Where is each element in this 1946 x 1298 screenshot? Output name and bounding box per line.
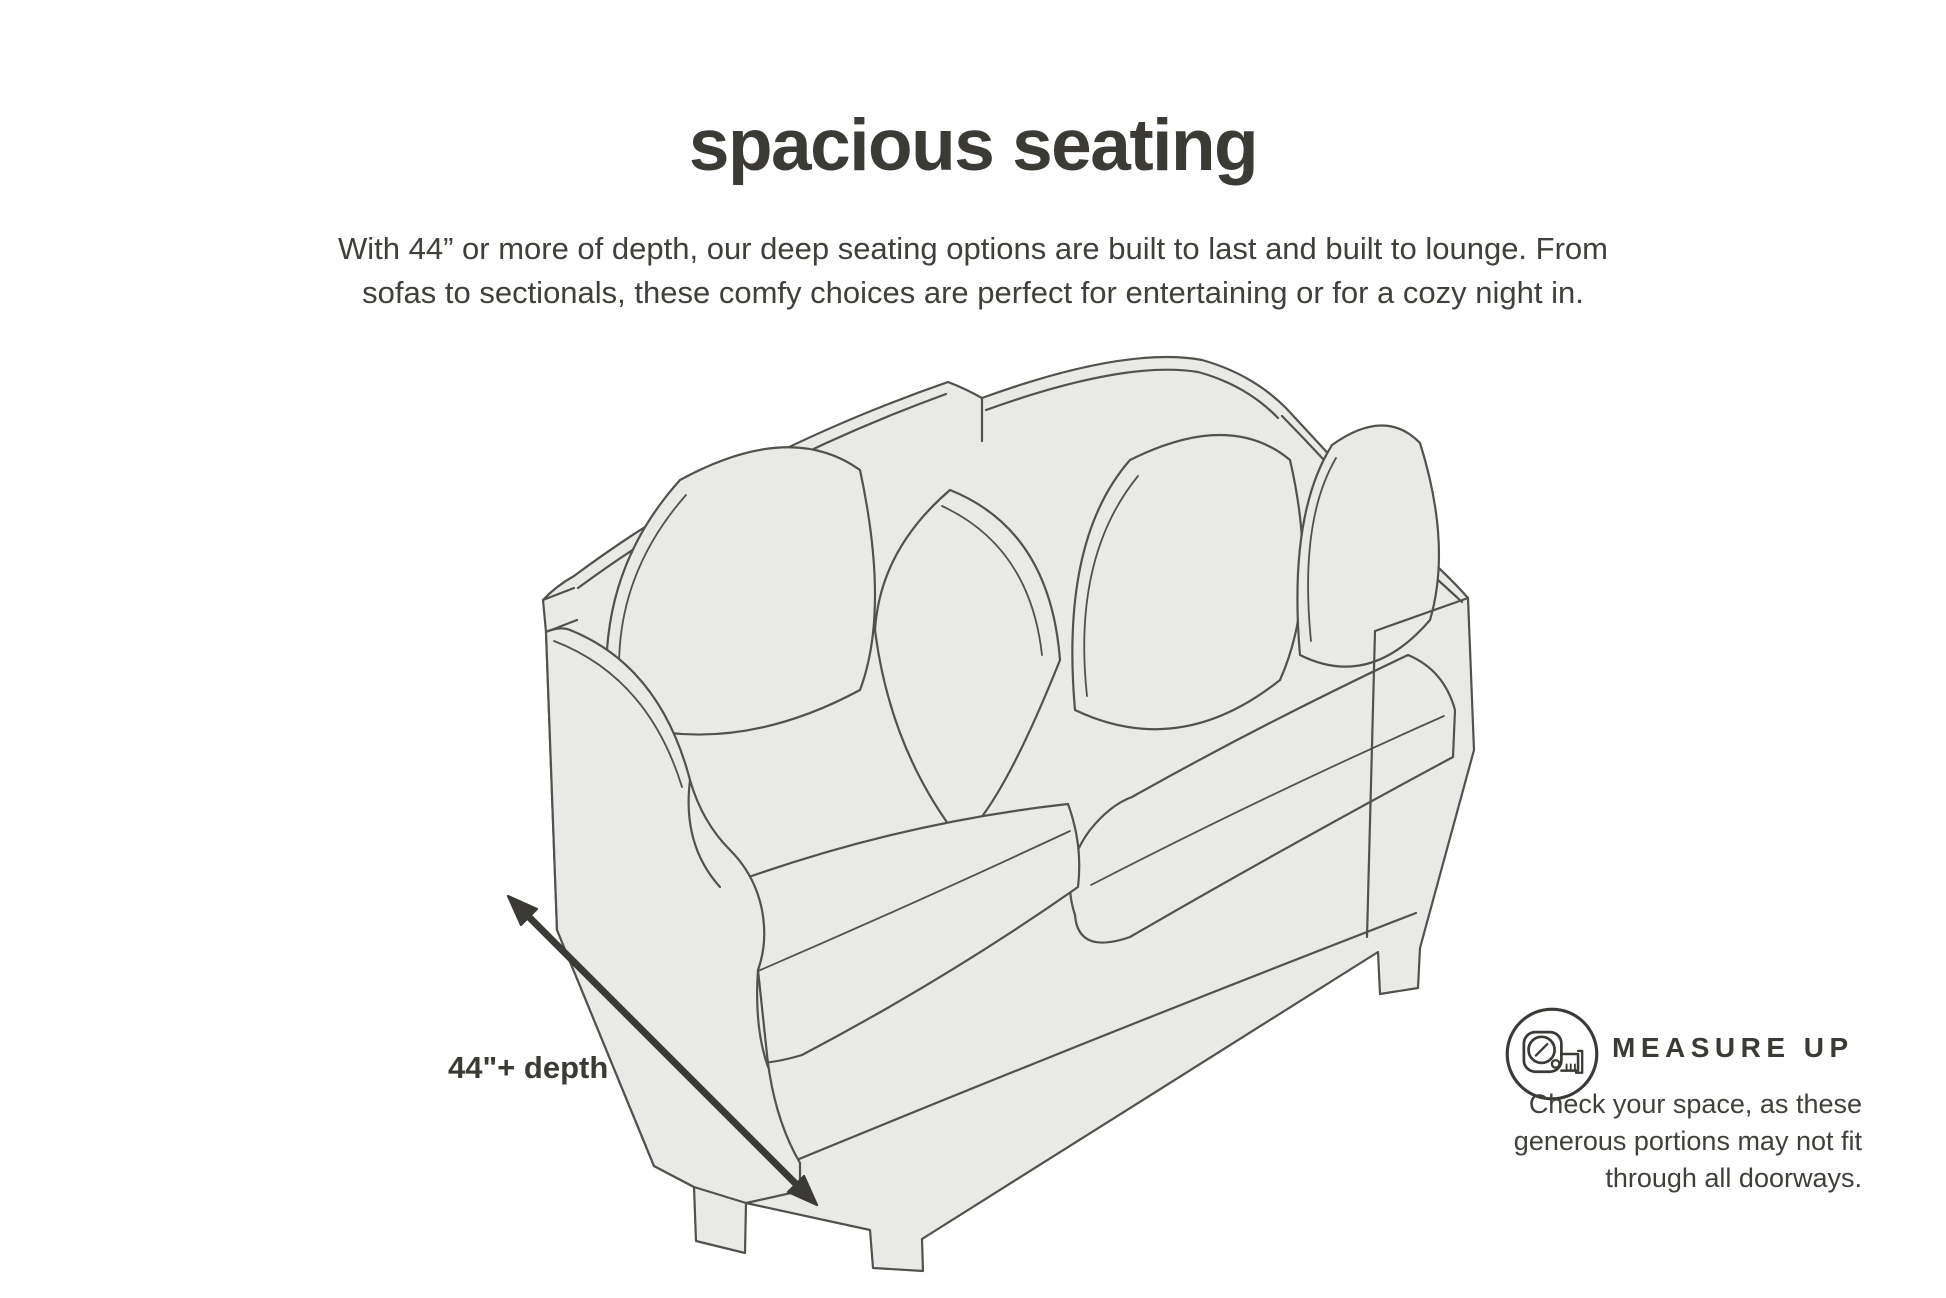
- measure-up-note: [1460, 1086, 1862, 1197]
- measure-note-line-3: through all doorways.: [1605, 1163, 1862, 1193]
- measure-note-line-1: Check your space, as these: [1528, 1089, 1862, 1119]
- sofa-illustration: [470, 325, 1500, 1285]
- measure-up-heading: MEASURE UP: [1612, 1032, 1854, 1063]
- tape-dial-tick: [1536, 1044, 1547, 1055]
- intro-paragraph: [0, 227, 1946, 315]
- measure-note-line-2: generous portions may not fit: [1513, 1126, 1862, 1156]
- depth-dimension-label: 44"+ depth: [448, 1050, 609, 1085]
- intro-line-2: sofas to sectionals, these comfy choices are perfect for entertaining or for a cozy night in.: [362, 275, 1584, 310]
- page-title: spacious seating: [688, 105, 1258, 186]
- tape-lock: [1552, 1060, 1560, 1068]
- intro-line-1: With 44” or more of depth, our deep seating options are built to last and built to lounge. From: [337, 231, 1608, 266]
